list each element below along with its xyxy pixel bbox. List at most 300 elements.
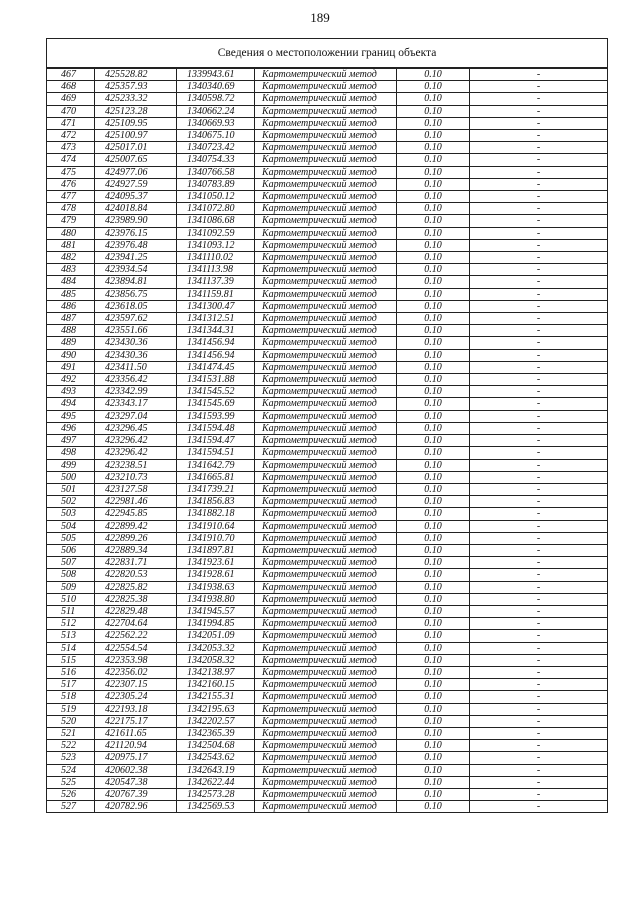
accuracy-cell: 0.10 [397,679,470,691]
method-cell: Картометрический метод [255,581,397,593]
table-row [47,93,608,105]
table-row [47,776,608,788]
y-coordinate-cell: 1342543.62 [177,752,255,764]
description-cell: - [470,764,608,776]
table-row [47,215,608,227]
description-cell: - [470,386,608,398]
accuracy-cell: 0.10 [397,349,470,361]
description-cell: - [470,142,608,154]
table-row [47,203,608,215]
point-number-cell: 516 [47,666,95,678]
accuracy-cell: 0.10 [397,154,470,166]
y-coordinate-cell: 1341856.83 [177,496,255,508]
point-number-cell: 483 [47,264,95,276]
y-coordinate-cell: 1339943.61 [177,68,255,81]
accuracy-cell: 0.10 [397,422,470,434]
point-number-cell: 498 [47,447,95,459]
description-cell: - [470,105,608,117]
y-coordinate-cell: 1340669.93 [177,117,255,129]
method-cell: Картометрический метод [255,471,397,483]
accuracy-cell: 0.10 [397,117,470,129]
accuracy-cell: 0.10 [397,191,470,203]
accuracy-cell: 0.10 [397,483,470,495]
method-cell: Картометрический метод [255,788,397,800]
accuracy-cell: 0.10 [397,130,470,142]
point-number-cell: 477 [47,191,95,203]
point-number-cell: 472 [47,130,95,142]
x-coordinate-cell: 425007.65 [95,154,177,166]
y-coordinate-cell: 1341456.94 [177,337,255,349]
x-coordinate-cell: 422704.64 [95,618,177,630]
table-row [47,239,608,251]
table-row [47,81,608,93]
description-cell: - [470,422,608,434]
method-cell: Картометрический метод [255,215,397,227]
table-row [47,130,608,142]
method-cell: Картометрический метод [255,508,397,520]
description-cell: - [470,117,608,129]
table-row [47,227,608,239]
accuracy-cell: 0.10 [397,557,470,569]
point-number-cell: 506 [47,544,95,556]
description-cell: - [470,227,608,239]
y-coordinate-cell: 1341456.94 [177,349,255,361]
point-number-cell: 515 [47,654,95,666]
method-cell: Картометрический метод [255,300,397,312]
description-cell: - [470,715,608,727]
x-coordinate-cell: 421611.65 [95,727,177,739]
description-cell: - [470,239,608,251]
table-row [47,508,608,520]
accuracy-cell: 0.10 [397,435,470,447]
description-cell: - [470,508,608,520]
description-cell: - [470,605,608,617]
point-number-cell: 474 [47,154,95,166]
y-coordinate-cell: 1341739.21 [177,483,255,495]
point-number-cell: 476 [47,178,95,190]
x-coordinate-cell: 425123.28 [95,105,177,117]
x-coordinate-cell: 425017.01 [95,142,177,154]
x-coordinate-cell: 422899.26 [95,532,177,544]
y-coordinate-cell: 1341159.81 [177,288,255,300]
x-coordinate-cell: 422889.34 [95,544,177,556]
table-title-row [47,39,608,69]
table-row [47,264,608,276]
table-row [47,386,608,398]
description-cell: - [470,288,608,300]
x-coordinate-cell: 423343.17 [95,398,177,410]
x-coordinate-cell: 420782.96 [95,801,177,813]
x-coordinate-cell: 422562.22 [95,630,177,642]
table-row [47,410,608,422]
x-coordinate-cell: 423976.15 [95,227,177,239]
description-cell: - [470,203,608,215]
table-row [47,715,608,727]
description-cell: - [470,68,608,81]
x-coordinate-cell: 422193.18 [95,703,177,715]
x-coordinate-cell: 422831.71 [95,557,177,569]
description-cell: - [470,81,608,93]
x-coordinate-cell: 422305.24 [95,691,177,703]
point-number-cell: 518 [47,691,95,703]
y-coordinate-cell: 1341545.69 [177,398,255,410]
x-coordinate-cell: 423296.42 [95,447,177,459]
point-number-cell: 525 [47,776,95,788]
accuracy-cell: 0.10 [397,325,470,337]
y-coordinate-cell: 1341312.51 [177,313,255,325]
method-cell: Картометрический метод [255,618,397,630]
accuracy-cell: 0.10 [397,788,470,800]
method-cell: Картометрический метод [255,715,397,727]
point-number-cell: 519 [47,703,95,715]
y-coordinate-cell: 1341531.88 [177,374,255,386]
accuracy-cell: 0.10 [397,239,470,251]
description-cell: - [470,752,608,764]
method-cell: Картометрический метод [255,191,397,203]
coordinates-table [46,38,608,813]
description-cell: - [470,801,608,813]
method-cell: Картометрический метод [255,666,397,678]
description-cell: - [470,618,608,630]
method-cell: Картометрический метод [255,691,397,703]
method-cell: Картометрический метод [255,398,397,410]
accuracy-cell: 0.10 [397,776,470,788]
y-coordinate-cell: 1342051.09 [177,630,255,642]
x-coordinate-cell: 423210.73 [95,471,177,483]
x-coordinate-cell: 423618.05 [95,300,177,312]
point-number-cell: 510 [47,593,95,605]
description-cell: - [470,569,608,581]
x-coordinate-cell: 422307.15 [95,679,177,691]
table-row [47,532,608,544]
x-coordinate-cell: 424095.37 [95,191,177,203]
table-body [47,68,608,813]
y-coordinate-cell: 1340598.72 [177,93,255,105]
method-cell: Картометрический метод [255,496,397,508]
point-number-cell: 468 [47,81,95,93]
table-row [47,691,608,703]
description-cell: - [470,300,608,312]
y-coordinate-cell: 1341137.39 [177,276,255,288]
table-row [47,801,608,813]
description-cell: - [470,691,608,703]
table-row [47,422,608,434]
point-number-cell: 503 [47,508,95,520]
y-coordinate-cell: 1341897.81 [177,544,255,556]
point-number-cell: 496 [47,422,95,434]
accuracy-cell: 0.10 [397,374,470,386]
y-coordinate-cell: 1341072.80 [177,203,255,215]
x-coordinate-cell: 423934.54 [95,264,177,276]
point-number-cell: 522 [47,740,95,752]
x-coordinate-cell: 423989.90 [95,215,177,227]
table-row [47,105,608,117]
x-coordinate-cell: 423296.42 [95,435,177,447]
description-cell: - [470,740,608,752]
accuracy-cell: 0.10 [397,703,470,715]
description-cell: - [470,313,608,325]
table-row [47,581,608,593]
method-cell: Картометрический метод [255,313,397,325]
x-coordinate-cell: 425357.93 [95,81,177,93]
method-cell: Картометрический метод [255,264,397,276]
y-coordinate-cell: 1340675.10 [177,130,255,142]
point-number-cell: 508 [47,569,95,581]
description-cell: - [470,666,608,678]
description-cell: - [470,727,608,739]
method-cell: Картометрический метод [255,142,397,154]
y-coordinate-cell: 1341113.98 [177,264,255,276]
description-cell: - [470,557,608,569]
description-cell: - [470,325,608,337]
method-cell: Картометрический метод [255,752,397,764]
point-number-cell: 502 [47,496,95,508]
method-cell: Картометрический метод [255,68,397,81]
table-row [47,117,608,129]
method-cell: Картометрический метод [255,483,397,495]
method-cell: Картометрический метод [255,435,397,447]
y-coordinate-cell: 1341882.18 [177,508,255,520]
y-coordinate-cell: 1342058.32 [177,654,255,666]
point-number-cell: 493 [47,386,95,398]
x-coordinate-cell: 424018.84 [95,203,177,215]
table-row [47,276,608,288]
table-row [47,679,608,691]
point-number-cell: 497 [47,435,95,447]
y-coordinate-cell: 1342365.39 [177,727,255,739]
accuracy-cell: 0.10 [397,300,470,312]
y-coordinate-cell: 1341994.85 [177,618,255,630]
method-cell: Картометрический метод [255,361,397,373]
y-coordinate-cell: 1341938.63 [177,581,255,593]
point-number-cell: 505 [47,532,95,544]
point-number-cell: 527 [47,801,95,813]
method-cell: Картометрический метод [255,349,397,361]
y-coordinate-cell: 1341938.80 [177,593,255,605]
accuracy-cell: 0.10 [397,593,470,605]
description-cell: - [470,459,608,471]
table-row [47,605,608,617]
y-coordinate-cell: 1341093.12 [177,239,255,251]
description-cell: - [470,264,608,276]
method-cell: Картометрический метод [255,605,397,617]
x-coordinate-cell: 422829.48 [95,605,177,617]
y-coordinate-cell: 1341300.47 [177,300,255,312]
x-coordinate-cell: 421120.94 [95,740,177,752]
table-row [47,788,608,800]
point-number-cell: 470 [47,105,95,117]
method-cell: Картометрический метод [255,532,397,544]
accuracy-cell: 0.10 [397,313,470,325]
y-coordinate-cell: 1342573.28 [177,788,255,800]
x-coordinate-cell: 422554.54 [95,642,177,654]
method-cell: Картометрический метод [255,801,397,813]
point-number-cell: 526 [47,788,95,800]
method-cell: Картометрический метод [255,447,397,459]
method-cell: Картометрический метод [255,679,397,691]
y-coordinate-cell: 1342622.44 [177,776,255,788]
point-number-cell: 524 [47,764,95,776]
y-coordinate-cell: 1341923.61 [177,557,255,569]
method-cell: Картометрический метод [255,105,397,117]
accuracy-cell: 0.10 [397,508,470,520]
description-cell: - [470,483,608,495]
point-number-cell: 521 [47,727,95,739]
accuracy-cell: 0.10 [397,142,470,154]
description-cell: - [470,191,608,203]
y-coordinate-cell: 1340783.89 [177,178,255,190]
table-row [47,398,608,410]
point-number-cell: 512 [47,618,95,630]
table-row [47,325,608,337]
accuracy-cell: 0.10 [397,471,470,483]
point-number-cell: 489 [47,337,95,349]
y-coordinate-cell: 1340754.33 [177,154,255,166]
table-row [47,593,608,605]
method-cell: Картометрический метод [255,203,397,215]
y-coordinate-cell: 1342504.68 [177,740,255,752]
y-coordinate-cell: 1342643.19 [177,764,255,776]
y-coordinate-cell: 1341474.45 [177,361,255,373]
point-number-cell: 494 [47,398,95,410]
y-coordinate-cell: 1341665.81 [177,471,255,483]
point-number-cell: 492 [47,374,95,386]
description-cell: - [470,703,608,715]
accuracy-cell: 0.10 [397,386,470,398]
point-number-cell: 520 [47,715,95,727]
y-coordinate-cell: 1342155.31 [177,691,255,703]
method-cell: Картометрический метод [255,325,397,337]
table-row [47,740,608,752]
x-coordinate-cell: 420547.38 [95,776,177,788]
table-row [47,630,608,642]
table-row [47,252,608,264]
point-number-cell: 511 [47,605,95,617]
point-number-cell: 485 [47,288,95,300]
point-number-cell: 475 [47,166,95,178]
point-number-cell: 478 [47,203,95,215]
y-coordinate-cell: 1341593.99 [177,410,255,422]
table-row [47,447,608,459]
y-coordinate-cell: 1342569.53 [177,801,255,813]
point-number-cell: 499 [47,459,95,471]
x-coordinate-cell: 423296.45 [95,422,177,434]
point-number-cell: 507 [47,557,95,569]
table-row [47,361,608,373]
y-coordinate-cell: 1341945.57 [177,605,255,617]
y-coordinate-cell: 1342202.57 [177,715,255,727]
x-coordinate-cell: 422356.02 [95,666,177,678]
accuracy-cell: 0.10 [397,715,470,727]
y-coordinate-cell: 1341110.02 [177,252,255,264]
accuracy-cell: 0.10 [397,666,470,678]
accuracy-cell: 0.10 [397,276,470,288]
method-cell: Картометрический метод [255,703,397,715]
method-cell: Картометрический метод [255,764,397,776]
description-cell: - [470,252,608,264]
point-number-cell: 501 [47,483,95,495]
y-coordinate-cell: 1341594.47 [177,435,255,447]
method-cell: Картометрический метод [255,776,397,788]
table-row [47,178,608,190]
table-row [47,544,608,556]
table-row [47,483,608,495]
accuracy-cell: 0.10 [397,544,470,556]
point-number-cell: 487 [47,313,95,325]
accuracy-cell: 0.10 [397,642,470,654]
description-cell: - [470,788,608,800]
accuracy-cell: 0.10 [397,740,470,752]
method-cell: Картометрический метод [255,459,397,471]
y-coordinate-cell: 1341928.61 [177,569,255,581]
x-coordinate-cell: 420767.39 [95,788,177,800]
description-cell: - [470,679,608,691]
x-coordinate-cell: 423430.36 [95,349,177,361]
method-cell: Картометрический метод [255,81,397,93]
x-coordinate-cell: 423342.99 [95,386,177,398]
x-coordinate-cell: 422175.17 [95,715,177,727]
table-row [47,471,608,483]
description-cell: - [470,93,608,105]
y-coordinate-cell: 1341050.12 [177,191,255,203]
method-cell: Картометрический метод [255,252,397,264]
accuracy-cell: 0.10 [397,68,470,81]
x-coordinate-cell: 423127.58 [95,483,177,495]
method-cell: Картометрический метод [255,117,397,129]
point-number-cell: 490 [47,349,95,361]
method-cell: Картометрический метод [255,386,397,398]
accuracy-cell: 0.10 [397,81,470,93]
method-cell: Картометрический метод [255,130,397,142]
accuracy-cell: 0.10 [397,727,470,739]
point-number-cell: 486 [47,300,95,312]
accuracy-cell: 0.10 [397,654,470,666]
accuracy-cell: 0.10 [397,532,470,544]
x-coordinate-cell: 422825.82 [95,581,177,593]
description-cell: - [470,532,608,544]
description-cell: - [470,215,608,227]
accuracy-cell: 0.10 [397,764,470,776]
accuracy-cell: 0.10 [397,496,470,508]
accuracy-cell: 0.10 [397,410,470,422]
description-cell: - [470,374,608,386]
method-cell: Картометрический метод [255,288,397,300]
y-coordinate-cell: 1341910.70 [177,532,255,544]
method-cell: Картометрический метод [255,740,397,752]
point-number-cell: 480 [47,227,95,239]
table-row [47,154,608,166]
description-cell: - [470,178,608,190]
accuracy-cell: 0.10 [397,520,470,532]
method-cell: Картометрический метод [255,544,397,556]
method-cell: Картометрический метод [255,593,397,605]
description-cell: - [470,337,608,349]
description-cell: - [470,130,608,142]
description-cell: - [470,642,608,654]
table-row [47,68,608,81]
accuracy-cell: 0.10 [397,93,470,105]
method-cell: Картометрический метод [255,520,397,532]
point-number-cell: 479 [47,215,95,227]
table-row [47,642,608,654]
x-coordinate-cell: 423411.50 [95,361,177,373]
accuracy-cell: 0.10 [397,691,470,703]
table-row [47,459,608,471]
table-title: Сведения о местоположении границ объекта [47,39,608,69]
accuracy-cell: 0.10 [397,801,470,813]
point-number-cell: 469 [47,93,95,105]
x-coordinate-cell: 423238.51 [95,459,177,471]
